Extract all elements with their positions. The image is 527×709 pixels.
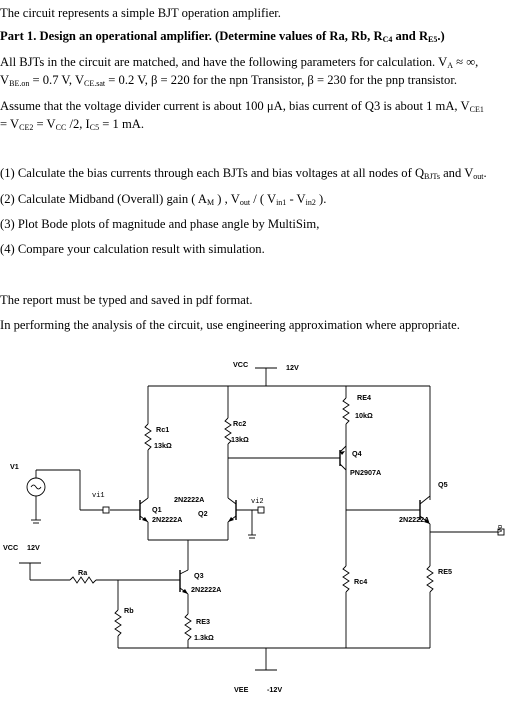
- q1-part-top: 2N2222A: [174, 495, 205, 504]
- analysis-note: In performing the analysis of the circuit, use engineering approximation where appropriate.: [0, 318, 460, 332]
- ra-resistor: [70, 577, 96, 583]
- part-heading: Part 1. Design an operational amplifier. (Determine values of Ra, Rb, $R_{C4}$ and $R_{E5}$.): [0, 29, 445, 44]
- report-note: The report must be typed and saved in pdf format.: [0, 293, 253, 307]
- vo-label: vo: [497, 524, 505, 533]
- q5-label: Q5: [438, 480, 448, 489]
- task-4: (4) Compare your calculation result with simulation.: [0, 242, 265, 256]
- vcc-left-label: VCC: [3, 543, 19, 552]
- re5-resistor: [427, 566, 433, 592]
- rc1-label: Rc1: [156, 425, 170, 434]
- rc1-value: 13kΩ: [154, 441, 172, 450]
- vi2-label: vi2: [251, 498, 264, 506]
- params-line-1: All BJTs in the circuit are matched, and have the following parameters for calculation. $V_A$ ≈ ∞,: [0, 55, 479, 70]
- q1-label: Q1: [152, 505, 162, 514]
- re5-label: RE5: [438, 567, 452, 576]
- rb-label: Rb: [124, 606, 134, 615]
- re4-resistor: [343, 398, 349, 424]
- rc1-resistor: [145, 424, 151, 450]
- rc2-value: 13kΩ: [231, 435, 249, 444]
- vi1-label: vi1: [92, 492, 105, 500]
- task-2: (2) Calculate Midband (Overall) gain ( $A_M$ ) , $V_{out}$ / ( $V_{in1} - V_{in2}$ ).: [0, 192, 327, 207]
- re4-label: RE4: [357, 393, 371, 402]
- params-line-2: $V_{BE.on} = 0.7$ V, $V_{CE.sat} = 0.2$ V, β = 220 for the npn Transistor, β = 230 for the pnp transistor.: [0, 73, 457, 88]
- re3-resistor: [185, 614, 191, 640]
- rc4-resistor: [343, 566, 349, 592]
- q4-part: PN2907A: [350, 468, 382, 477]
- vcc-left-value: 12V: [27, 543, 40, 552]
- vee-value: -12V: [267, 685, 283, 694]
- vcc-top-label: VCC: [233, 360, 249, 369]
- vee-label: VEE: [234, 685, 249, 694]
- document-title: The circuit represents a simple BJT operation amplifier.: [0, 6, 281, 20]
- vcc-top-value: 12V: [286, 363, 299, 372]
- v1-sine-glyph: [31, 485, 41, 489]
- assume-line-2: = $V_{CE2} = V_{CC}$ /2, $I_{C5} = 1$ mA.: [0, 117, 144, 132]
- assume-line-1: Assume that the voltage divider current is about 100 μA, bias current of Q3 is about 1 mA, $V_{CE1}$: [0, 99, 484, 114]
- vi1-terminal: [103, 507, 109, 513]
- vi2-terminal: [258, 507, 264, 513]
- rc2-label: Rc2: [233, 419, 247, 428]
- q3-label: Q3: [194, 571, 204, 580]
- re3-label: RE3: [196, 617, 210, 626]
- v1-label: V1: [10, 462, 19, 471]
- rb-resistor: [115, 610, 121, 636]
- q5-part: 2N2222A: [399, 515, 430, 524]
- re3-value: 1.3kΩ: [194, 633, 214, 642]
- q2-part: 2N2222A: [152, 515, 183, 524]
- q3-part: 2N2222A: [191, 585, 222, 594]
- q4-label: Q4: [352, 449, 362, 458]
- task-3: (3) Plot Bode plots of magnitude and phase angle by MultiSim,: [0, 217, 320, 231]
- re4-value: 10kΩ: [355, 411, 373, 420]
- rc4-label: Rc4: [354, 577, 368, 586]
- ra-label: Ra: [78, 568, 88, 577]
- q2-label: Q2: [198, 509, 208, 518]
- task-1: (1) Calculate the bias currents through each BJTs and bias voltages at all nodes of $Q_{BJTs}$ and $V_{out}$.: [0, 166, 487, 181]
